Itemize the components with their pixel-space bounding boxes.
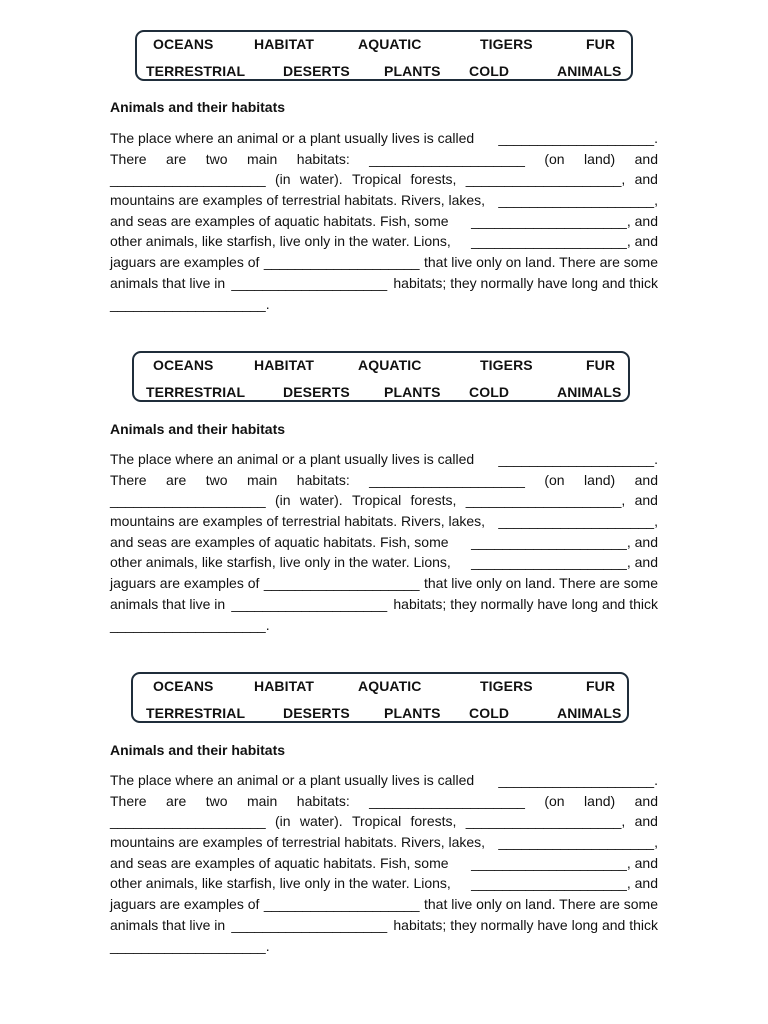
word-bank-word: TIGERS — [480, 357, 533, 373]
word-bank-word: TERRESTRIAL — [146, 384, 246, 400]
paragraph-text — [466, 811, 626, 832]
paragraph-text: , — [654, 834, 658, 851]
answer-blank: ____________________ — [465, 813, 622, 830]
answer-blank: ____________________ — [263, 254, 420, 271]
paragraph-text: (on — [544, 792, 565, 809]
word-bank-word: COLD — [469, 705, 510, 721]
paragraph-text: The place where an animal or a plant usually lives is called — [110, 772, 475, 788]
word-bank-word: PLANTS — [384, 63, 441, 79]
paragraph-text — [498, 832, 658, 853]
word-bank-word: HABITAT — [254, 36, 315, 52]
paragraph-text: mountains are examples of terrestrial habitats. Rivers, lakes, — [110, 834, 486, 851]
paragraph-text: other animals, like starfish, live only in the water. Lions, — [110, 554, 451, 571]
answer-blank: ____________________ — [231, 274, 388, 291]
word-bank-word: OCEANS — [153, 678, 214, 694]
word-bank-word: FUR — [586, 36, 616, 52]
paragraph-text: two — [205, 150, 228, 167]
paragraph-text: , — [626, 233, 631, 250]
word-bank-word: COLD — [469, 384, 510, 400]
paragraph-text: habitats; they normally have long and thick — [393, 916, 658, 933]
word-bank-word: PLANTS — [384, 705, 441, 721]
word-bank-box — [132, 351, 630, 402]
paragraph-text: . — [265, 937, 270, 954]
paragraph-text: , — [626, 854, 631, 871]
fill-in-paragraph — [110, 449, 658, 635]
word-bank-word: TIGERS — [480, 678, 533, 694]
paragraph-text: and — [634, 533, 658, 550]
paragraph-line — [110, 252, 658, 273]
paragraph-text — [466, 490, 626, 511]
paragraph-text: land) — [584, 792, 616, 809]
paragraph-text — [110, 294, 270, 315]
paragraph-text: land) — [584, 150, 616, 167]
answer-blank: ____________________ — [110, 492, 266, 509]
answer-blank: ____________________ — [263, 575, 420, 592]
paragraph-line — [110, 615, 658, 636]
paragraph-text: , — [621, 813, 626, 830]
answer-blank: ____________________ — [498, 130, 655, 146]
paragraph-text: and — [634, 150, 658, 167]
paragraph-line — [110, 511, 658, 532]
paragraph-text — [471, 532, 658, 553]
paragraph-text: Tropical — [351, 171, 402, 188]
paragraph-text: The place where an animal or a plant usually lives is called — [110, 451, 475, 467]
paragraph-text: There — [110, 792, 147, 809]
paragraph-text: two — [205, 792, 228, 809]
word-bank-word: DESERTS — [283, 705, 350, 721]
paragraph-line — [110, 552, 658, 573]
word-bank-word: OCEANS — [153, 36, 214, 52]
paragraph-line — [110, 770, 658, 791]
paragraph-text: main — [246, 150, 278, 167]
paragraph-line — [110, 273, 658, 294]
word-bank-word: AQUATIC — [358, 36, 422, 52]
answer-blank: ____________________ — [110, 616, 266, 633]
answer-blank: ____________________ — [498, 451, 655, 467]
paragraph-text — [471, 211, 658, 232]
paragraph-text: forests, — [410, 171, 457, 188]
paragraph-line — [110, 490, 658, 511]
paragraph-text: and seas are examples of aquatic habitats. Fish, some — [110, 212, 449, 229]
paragraph-text: animals that live in — [110, 274, 226, 291]
paragraph-text: and — [634, 492, 658, 509]
section-title: Animals and their habitats — [110, 421, 286, 437]
paragraph-line — [110, 832, 658, 853]
paragraph-text — [466, 169, 626, 190]
paragraph-text: forests, — [410, 492, 457, 509]
word-bank-word: FUR — [586, 357, 616, 373]
paragraph-text: , — [626, 212, 631, 229]
paragraph-text: Tropical — [351, 813, 402, 830]
word-bank-word: HABITAT — [254, 357, 315, 373]
answer-blank: ____________________ — [110, 295, 266, 312]
paragraph-text: . — [654, 772, 658, 788]
paragraph-text: that live only on land. There are some — [424, 575, 658, 592]
paragraph-text — [498, 449, 658, 470]
word-bank-word: HABITAT — [254, 678, 315, 694]
paragraph-text: habitats: — [296, 150, 350, 167]
answer-blank: ____________________ — [471, 233, 627, 250]
answer-blank: ____________________ — [231, 916, 388, 933]
paragraph-text: , — [621, 492, 626, 509]
paragraph-text: and — [634, 171, 658, 188]
word-bank-word: FUR — [586, 678, 616, 694]
text: The place where an animal or a plant usually lives is called — [110, 130, 475, 146]
answer-blank: ____________________ — [263, 896, 420, 913]
paragraph-text: and seas are examples of aquatic habitats. Fish, some — [110, 533, 449, 550]
word-bank-word: AQUATIC — [358, 678, 422, 694]
paragraph-text — [110, 936, 270, 957]
paragraph-line — [110, 811, 658, 832]
section-title: Animals and their habitats — [110, 742, 286, 758]
word-bank-word: OCEANS — [153, 357, 214, 373]
answer-blank: ____________________ — [369, 471, 525, 488]
paragraph-line — [110, 149, 658, 170]
paragraph-text: main — [246, 471, 278, 488]
paragraph-line — [110, 915, 658, 936]
paragraph-text: , — [654, 192, 658, 209]
paragraph-line — [110, 936, 658, 957]
paragraph-text: Tropical — [351, 492, 402, 509]
paragraph-text: and — [634, 875, 658, 892]
word-bank-word: ANIMALS — [557, 705, 622, 721]
paragraph-text: and — [634, 233, 658, 250]
paragraph-text: habitats: — [296, 471, 350, 488]
fill-in-paragraph — [110, 770, 658, 956]
paragraph-text: habitats; they normally have long and thick — [393, 274, 658, 291]
answer-blank: ____________________ — [369, 792, 525, 809]
paragraph-text: and — [634, 813, 658, 830]
paragraph-text: animals that live in — [110, 595, 226, 612]
paragraph-text: . — [654, 451, 658, 467]
paragraph-text: and seas are examples of aquatic habitats. Fish, some — [110, 854, 449, 871]
paragraph-text — [471, 552, 658, 573]
answer-blank: ____________________ — [110, 171, 266, 188]
paragraph-text: animals that live in — [110, 916, 226, 933]
word-bank-word: AQUATIC — [358, 357, 422, 373]
paragraph-text: water). — [299, 171, 343, 188]
word-bank-word: TIGERS — [480, 36, 533, 52]
paragraph-line — [110, 573, 658, 594]
paragraph-line — [110, 894, 658, 915]
paragraph-text: There — [110, 150, 147, 167]
paragraph-line — [110, 594, 658, 615]
answer-blank: ____________________ — [471, 554, 627, 571]
paragraph-text: (on — [544, 150, 565, 167]
paragraph-line — [110, 231, 658, 252]
paragraph-text: , — [654, 513, 658, 530]
paragraph-text: , — [626, 554, 631, 571]
paragraph-text: There — [110, 471, 147, 488]
paragraph-text: are — [166, 471, 187, 488]
word-bank-word: TERRESTRIAL — [146, 63, 246, 79]
paragraph-text: (in — [275, 492, 291, 509]
answer-blank: ____________________ — [471, 875, 627, 892]
paragraph-text: habitats; they normally have long and thick — [393, 595, 658, 612]
paragraph-text: two — [205, 471, 228, 488]
paragraph-text: and — [634, 212, 658, 229]
paragraph-line — [110, 470, 658, 491]
paragraph-text: mountains are examples of terrestrial habitats. Rivers, lakes, — [110, 513, 486, 530]
paragraph-text: and — [634, 471, 658, 488]
word-bank-word: ANIMALS — [557, 63, 622, 79]
answer-blank: ____________________ — [471, 212, 627, 229]
answer-blank: ____________________ — [369, 150, 525, 167]
paragraph-text: land) — [584, 471, 616, 488]
paragraph-text: other animals, like starfish, live only in the water. Lions, — [110, 875, 451, 892]
paragraph-line — [110, 190, 658, 211]
answer-blank: ____________________ — [498, 772, 655, 788]
paragraph-text: . — [654, 130, 658, 146]
paragraph-text: , — [621, 171, 626, 188]
paragraph-text — [110, 615, 270, 636]
paragraph-text: that live only on land. There are some — [424, 254, 658, 271]
paragraph-line — [110, 294, 658, 315]
paragraph-line — [110, 128, 658, 149]
paragraph-line — [110, 532, 658, 553]
fill-in-paragraph — [110, 128, 658, 314]
paragraph-text: and — [634, 854, 658, 871]
paragraph-line — [110, 853, 658, 874]
answer-blank: ____________________ — [471, 854, 627, 871]
paragraph-text: . — [265, 616, 270, 633]
paragraph-line — [110, 169, 658, 190]
word-bank-word: COLD — [469, 63, 510, 79]
answer-blank: ____________________ — [231, 595, 388, 612]
paragraph-text: forests, — [410, 813, 457, 830]
paragraph-text: other animals, like starfish, live only in the water. Lions, — [110, 233, 451, 250]
paragraph-text: jaguars are examples of — [110, 254, 260, 271]
paragraph-text: water). — [299, 813, 343, 830]
paragraph-text: habitats: — [296, 792, 350, 809]
paragraph-text: , — [626, 533, 631, 550]
answer-blank: ____________________ — [498, 834, 655, 851]
paragraph-text: mountains are examples of terrestrial habitats. Rivers, lakes, — [110, 192, 486, 209]
paragraph-text — [498, 128, 658, 149]
paragraph-text — [471, 231, 658, 252]
word-bank-box — [135, 30, 633, 81]
paragraph-line — [110, 791, 658, 812]
paragraph-line — [110, 211, 658, 232]
paragraph-text: (on — [544, 471, 565, 488]
paragraph-text: water). — [299, 492, 343, 509]
paragraph-text: , — [626, 875, 631, 892]
paragraph-text: are — [166, 150, 187, 167]
answer-blank: ____________________ — [498, 513, 655, 530]
paragraph-text — [471, 853, 658, 874]
paragraph-text: main — [246, 792, 278, 809]
answer-blank: ____________________ — [110, 813, 266, 830]
paragraph-text — [498, 511, 658, 532]
word-bank-word: TERRESTRIAL — [146, 705, 246, 721]
paragraph-text: jaguars are examples of — [110, 896, 260, 913]
paragraph-text — [498, 190, 658, 211]
word-bank-word: PLANTS — [384, 384, 441, 400]
paragraph-text: jaguars are examples of — [110, 575, 260, 592]
paragraph-text: and — [634, 792, 658, 809]
paragraph-text: (in — [275, 813, 291, 830]
paragraph-text: that live only on land. There are some — [424, 896, 658, 913]
word-bank-word: DESERTS — [283, 384, 350, 400]
paragraph-text: are — [166, 792, 187, 809]
word-bank-box — [131, 672, 629, 723]
answer-blank: ____________________ — [465, 492, 622, 509]
answer-blank: ____________________ — [498, 192, 655, 209]
paragraph-line — [110, 873, 658, 894]
answer-blank: ____________________ — [465, 171, 622, 188]
paragraph-text — [471, 873, 658, 894]
section-title: Animals and their habitats — [110, 99, 286, 115]
answer-blank: ____________________ — [110, 937, 266, 954]
paragraph-text — [498, 770, 658, 791]
word-bank-word: ANIMALS — [557, 384, 622, 400]
paragraph-line — [110, 449, 658, 470]
paragraph-text: (in — [275, 171, 291, 188]
paragraph-text: . — [265, 295, 270, 312]
paragraph-text: and — [634, 554, 658, 571]
word-bank-word: DESERTS — [283, 63, 350, 79]
answer-blank: ____________________ — [471, 533, 627, 550]
